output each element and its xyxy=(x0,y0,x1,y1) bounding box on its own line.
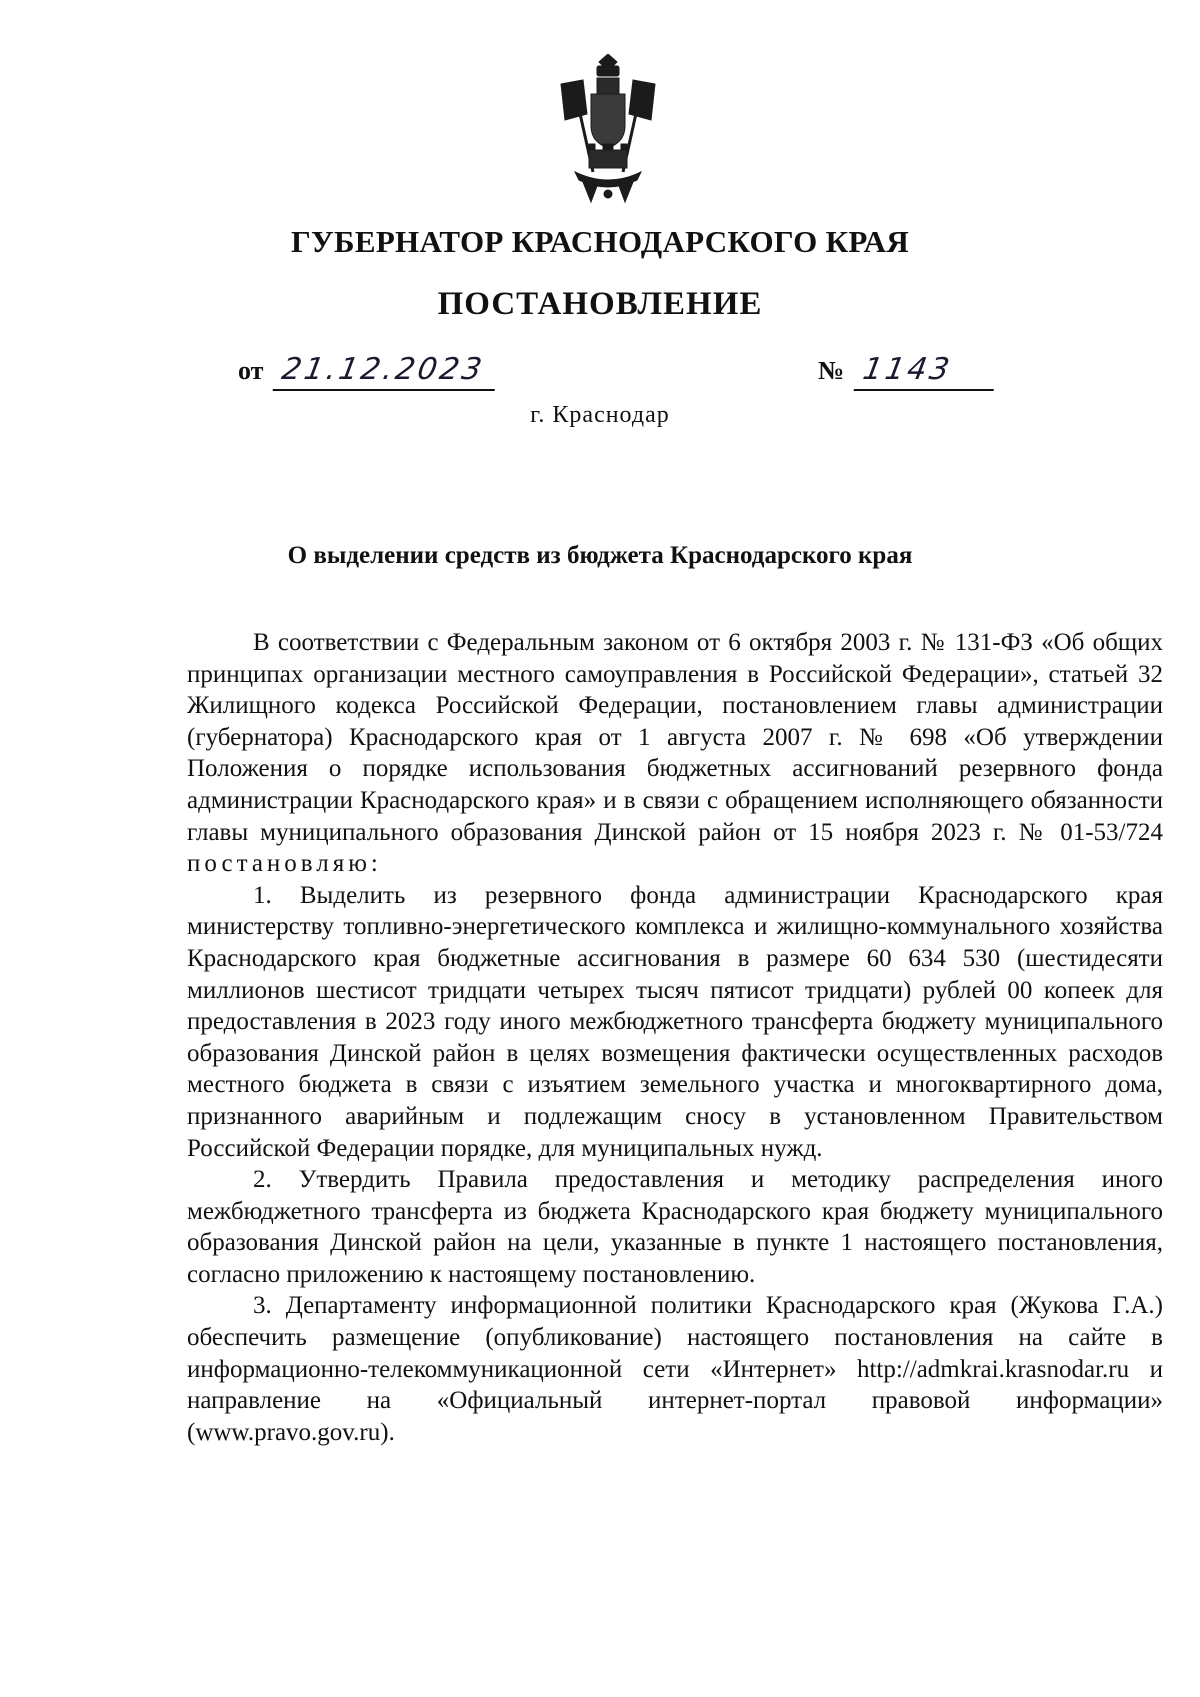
date-row xyxy=(238,352,498,391)
number-prefix: № xyxy=(818,356,845,385)
document-subject: О выделении средств из бюджета Краснодарского края xyxy=(287,542,913,569)
document-body xyxy=(187,627,1163,1448)
number-row xyxy=(818,352,997,391)
handwritten-date: 21.12.2023 xyxy=(272,352,501,391)
preamble-paragraph xyxy=(187,627,1163,880)
preamble-text: В соответствии с Федеральным законом от 6 октября 2003 г. № 131-ФЗ «Об общих принципах организации местного самоуправления в Российской Федерации», статьей 32 Жилищного кодекса Российской Федерации, постановлением главы администрации (губернатора) Краснодарского края от 1 августа 2007 г. № 698 «Об утверждении Положения о порядке использования бюджетных ассигнований резервного фонда администрации Краснодарского края» и в связи с обращением исполняющего обязанности главы муниципального образования Динской район от 15 ноября 2023 г. № 01-53/724 xyxy=(187,629,1163,846)
item-paragraph-2: 2. Утвердить Правила предоставления и методику распределения иного межбюджетного трансферта из бюджета Краснодарского края бюджету муниципального образования Динской район на цели, указанные в пункте 1 настоящего постановления, согласно приложению к настоящему постановлению. xyxy=(187,1166,1163,1288)
decree-word: постановляю: xyxy=(187,850,382,878)
coat-of-arms-emblem xyxy=(553,54,663,204)
document-type: ПОСТАНОВЛЕНИЕ xyxy=(437,286,763,322)
date-prefix: от xyxy=(238,356,264,385)
item-paragraph-3: 3. Департаменту информационной политики Краснодарского края (Жукова Г.А.) обеспечить размещение (опубликование) настоящего постановления на сайте в информационно-телекоммуникационной сети «Интернет» http://admkrai.krasnodar.ru и направление на «Официальный интернет-портал правовой информации» (www.pravo.gov.ru). xyxy=(187,1292,1163,1446)
handwritten-number: 1143 xyxy=(853,352,1000,391)
issuer-title: ГУБЕРНАТОР КРАСНОДАРСКОГО КРАЯ xyxy=(290,224,910,259)
item-paragraph-1: 1. Выделить из резервного фонда администрации Краснодарского края министерству топливно-энергетического комплекса и жилищно-коммунального хозяйства Краснодарского края бюджетные ассигнования в размере 60 634 530 (шестидесяти миллионов шестисот тридцати четырех тысяч пятисот тридцати) рублей 00 копеек для предоставления в 2023 году иного межбюджетного трансферта бюджету муниципального образования Динской район в целях возмещения фактически осуществленных расходов местного бюджета в связи с изъятием земельного участка и многоквартирного дома, признанного аварийным и подлежащим сносу в установленном Правительством Российской Федерации порядке, для муниципальных нужд. xyxy=(187,881,1163,1162)
city-line: г. Краснодар xyxy=(530,402,670,428)
